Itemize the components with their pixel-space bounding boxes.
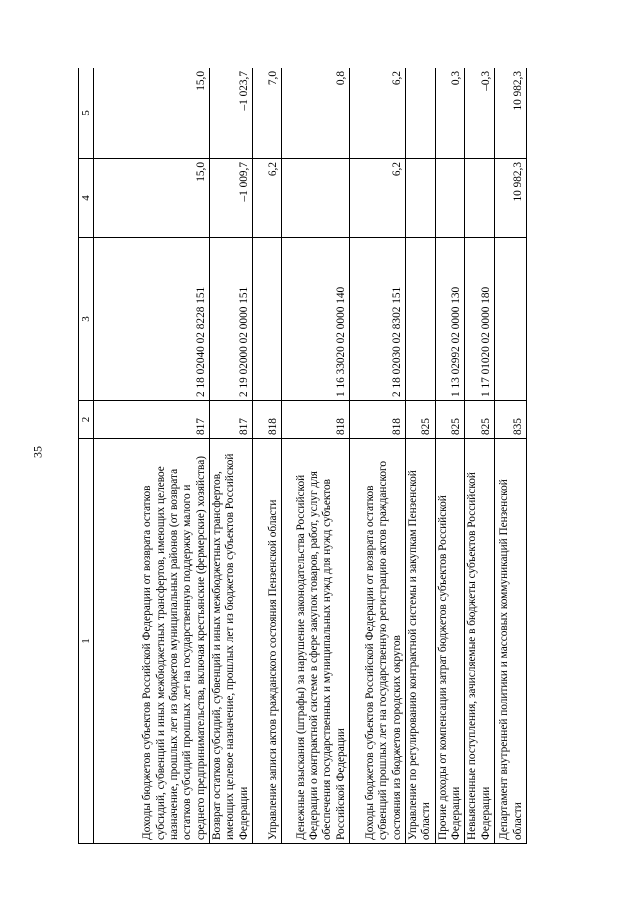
header-cell: 1 [79,439,94,844]
table-row [465,68,495,844]
row-name: Прочие доходы от компенсации затрат бюджетов субъектов Российской Федерации [435,439,465,844]
table-row [252,68,281,844]
row-code: 818 [349,401,405,439]
row-col5: 0,3 [435,68,465,159]
page-number: 35 [30,446,45,458]
row-col5: 15,0 [94,68,210,159]
row-col4 [465,159,495,238]
row-col5: 10 982,3 [494,68,526,159]
row-col4: 6,2 [349,159,405,238]
row-col4 [435,159,465,238]
row-kbk: 2 18 02040 02 8228 151 [94,238,210,401]
header-cell: 3 [79,238,94,401]
table-row [210,68,253,844]
row-col5: 0,8 [281,68,349,159]
row-name: Доходы бюджетов субъектов Российской Федерации от возврата остатков субвенций прошлых лет на государственную регистрацию актов гражданского состояния из бюджетов городских округов [349,439,405,844]
row-kbk: 2 19 02000 02 0000 151 [210,238,253,401]
header-cell: 4 [79,159,94,238]
budget-table-sheet [78,68,538,844]
row-name: Денежные взыскания (штрафы) за нарушение законодательства Российской Федерации о контрактной системе в сфере закупок товаров, работ, услуг для обеспечения государственных и муниципальных нужд для нужд субъектов Российской Федерации [281,439,349,844]
row-kbk: 2 18 02030 02 8302 151 [349,238,405,401]
row-code: 825 [435,401,465,439]
rotated-page [78,68,538,844]
row-name: Невыясненные поступления, зачисляемые в бюджеты субъектов Российской Федерации [465,439,495,844]
table-row [281,68,349,844]
row-col4: –1 009,7 [210,159,253,238]
row-col5 [405,68,435,159]
row-code: 817 [94,401,210,439]
row-kbk [252,238,281,401]
table-row [94,68,210,844]
row-col4: 6,2 [252,159,281,238]
row-name: Доходы бюджетов субъектов Российской Федерации от возврата остатков субсидий, субвенций и иных межбюджетных трансфертов, имеющих целевое назначение, прошлых лет из бюджетов муниципальных районов (от возврата остатков субсидий прошлых лет на государственную поддержку малого и среднего предпринимательства, включая крестьянские (фермерские) хозяйства) [94,439,210,844]
row-col4: 15,0 [94,159,210,238]
budget-table [78,68,527,844]
row-kbk: 1 17 01020 02 0000 180 [465,238,495,401]
row-code: 818 [281,401,349,439]
table-row [435,68,465,844]
row-col5: 6,2 [349,68,405,159]
row-name: Управление записи актов гражданского состояния Пензенской области [252,439,281,844]
table-row [349,68,405,844]
row-col5: –1 023,7 [210,68,253,159]
row-code: 825 [465,401,495,439]
table-row [494,68,526,844]
row-code: 817 [210,401,253,439]
header-cell: 2 [79,401,94,439]
row-col5: 7,0 [252,68,281,159]
row-code: 835 [494,401,526,439]
row-code: 818 [252,401,281,439]
row-kbk: 1 13 02992 02 0000 130 [435,238,465,401]
row-code: 825 [405,401,435,439]
row-kbk: 1 16 33020 02 0000 140 [281,238,349,401]
row-col4 [281,159,349,238]
row-kbk [405,238,435,401]
row-col4: 10 982,3 [494,159,526,238]
table-row [405,68,435,844]
row-name: Возврат остатков субсидий, субвенций и иных межбюджетных трансфертов, имеющих целевое назначение, прошлых лет из бюджетов субъектов Российской Федерации [210,439,253,844]
row-name: Департамент внутренней политики и массовых коммуникаций Пензенской области [494,439,526,844]
row-col5: –0,3 [465,68,495,159]
row-kbk [494,238,526,401]
row-name: Управление по регулированию контрактной системы и закупкам Пензенской области [405,439,435,844]
header-row [79,68,94,844]
row-col4 [405,159,435,238]
header-cell: 5 [79,68,94,159]
